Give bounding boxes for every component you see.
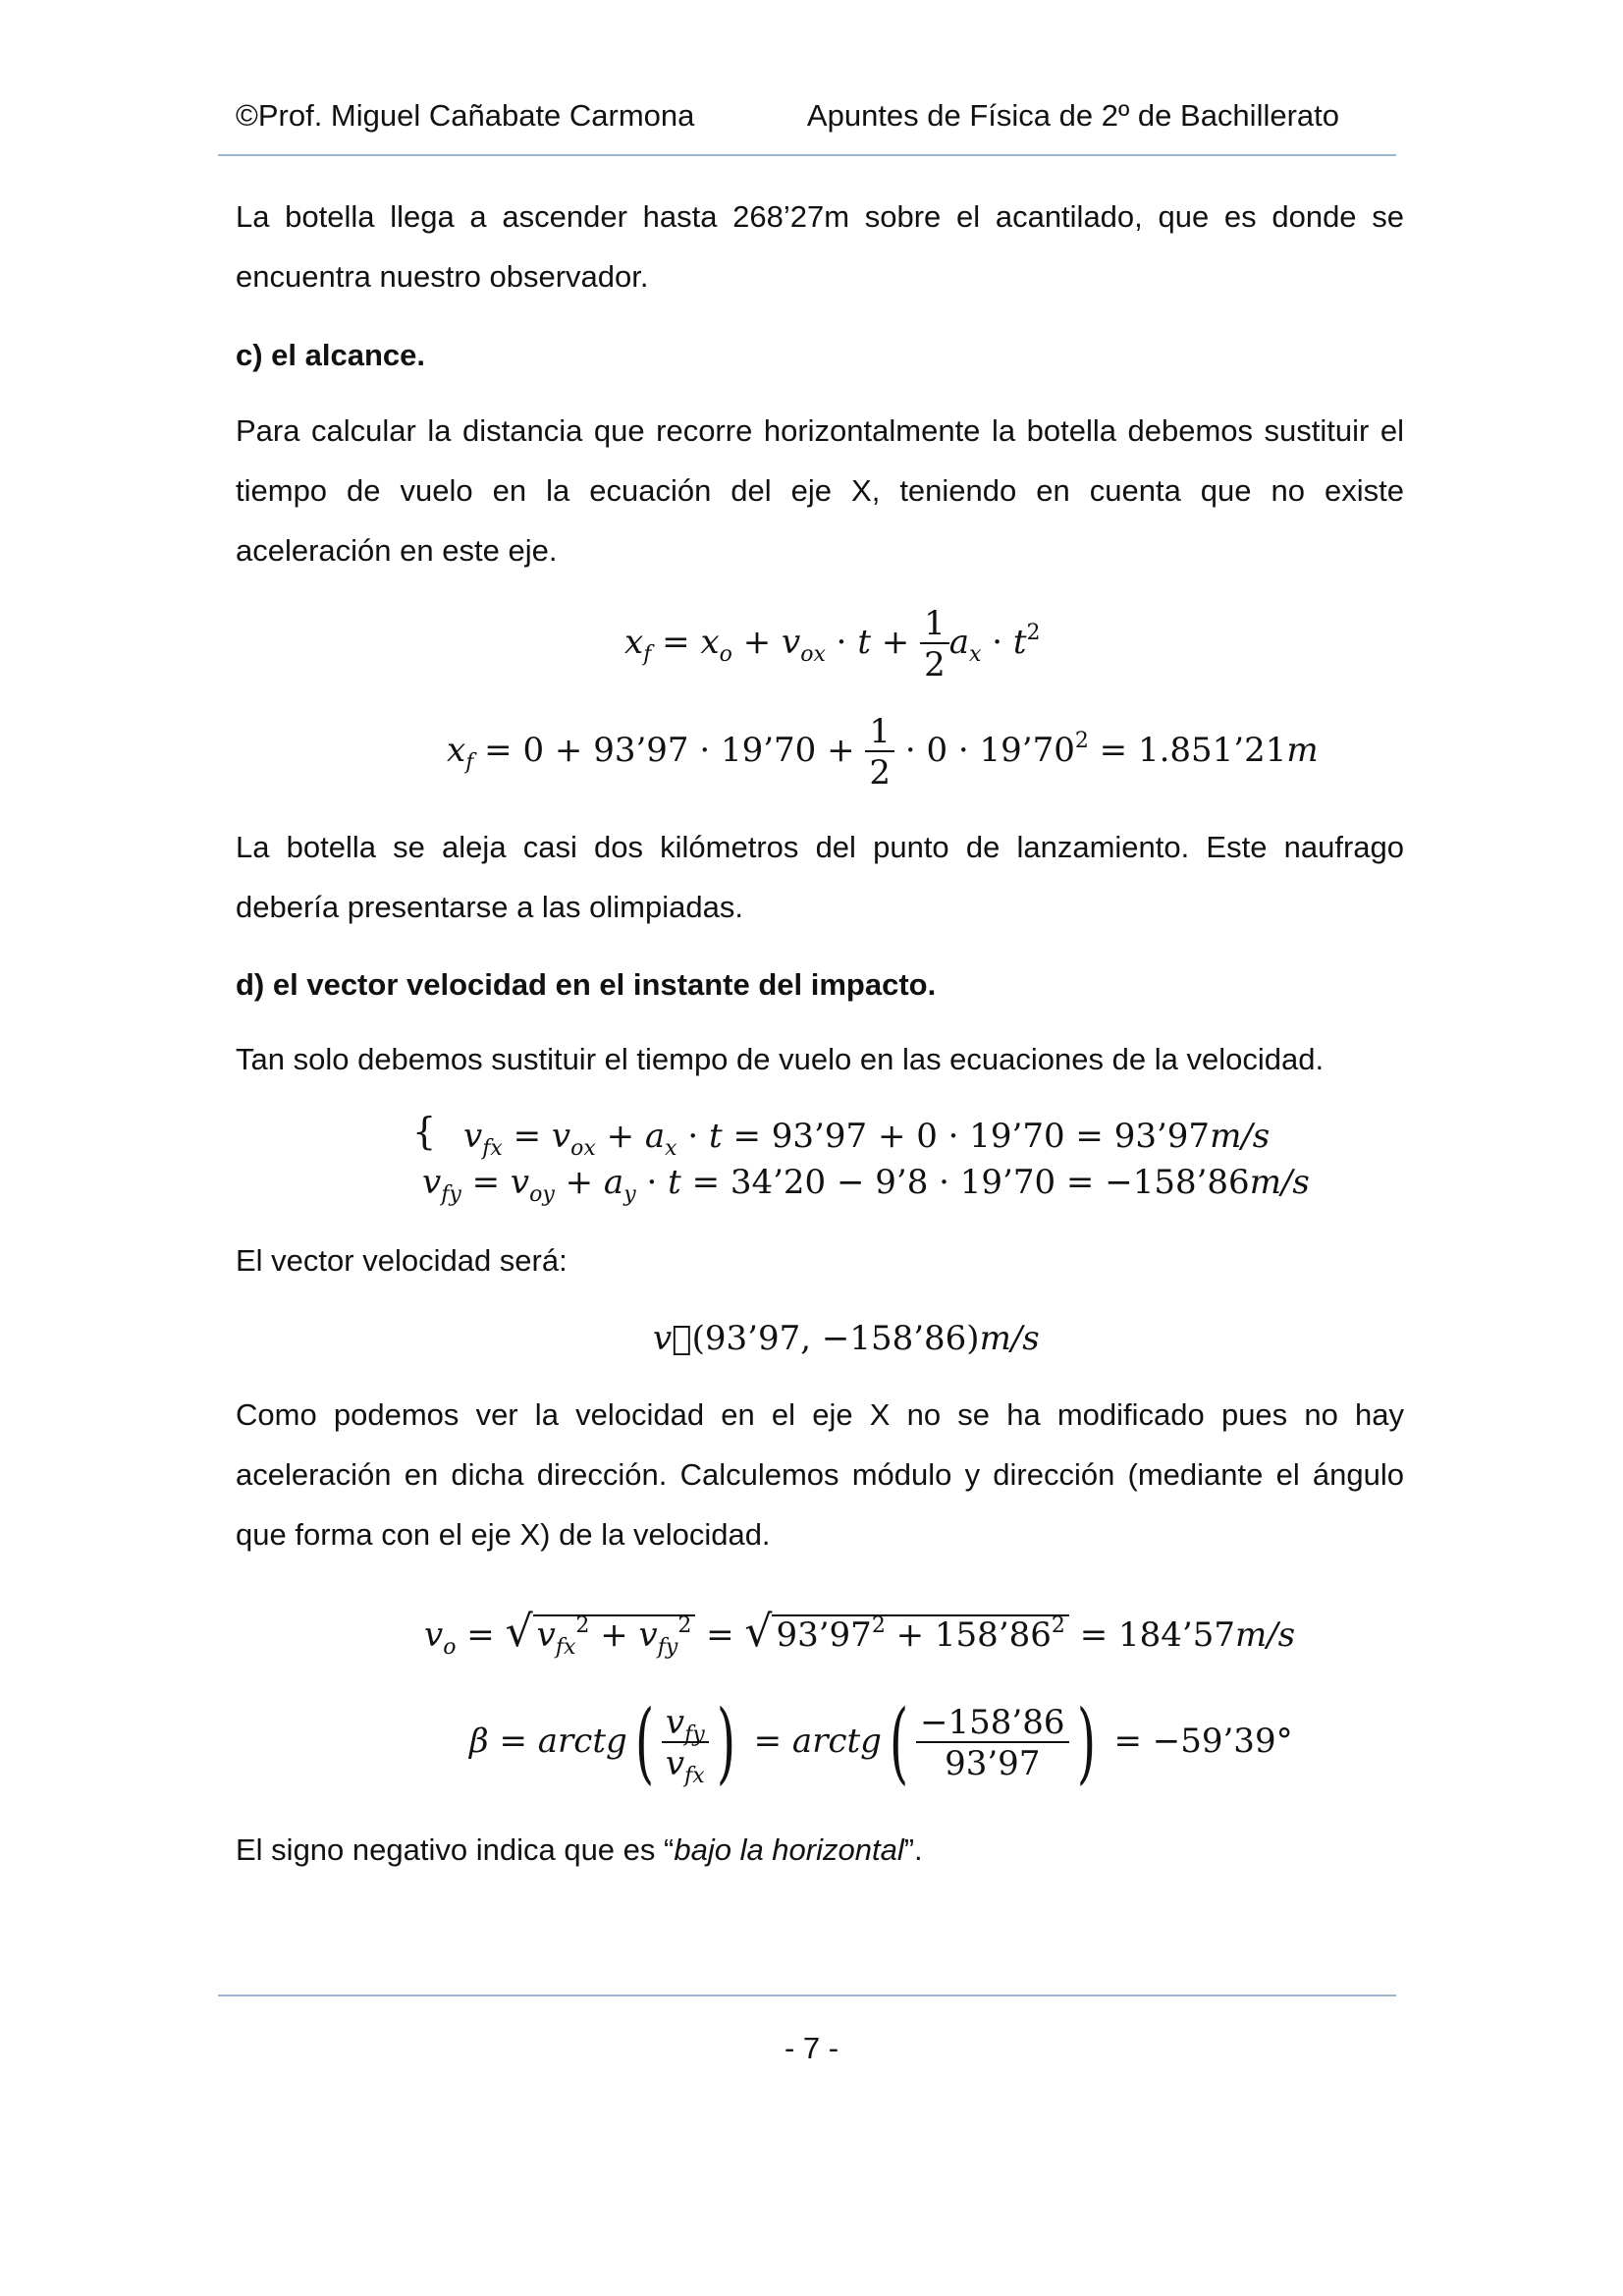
header-course: Apuntes de Física de 2º de Bachillerato — [806, 98, 1339, 133]
sqrt-radicand-numeric: $93’97^2$ + $158’86^2$ — [772, 1614, 1068, 1652]
paragraph-sign-meaning: El signo negativo indica que es “bajo la horizontal”. — [236, 1832, 923, 1867]
equation-position-general: $x_f = x_o + v_{ox} \cdot t$ + $\frac{1}{2}$ $a_x \cdot t^2$ — [624, 604, 1041, 684]
paragraph-vector-label: El vector velocidad será: — [236, 1243, 568, 1278]
equation-velocity-y: $v_{fy} = v_{oy} + a_y \cdot t$ = 34’20 − 9’8 · 19’70 = −158’86m/s — [422, 1163, 1310, 1207]
sqrt-radicand-symbolic: $v_{fx}^2 + v_{fy}^2$ — [533, 1614, 696, 1652]
footer-rule — [218, 1995, 1396, 1996]
fraction-velocity-ratio: $\frac{v_{fy}}{v_{fx}}$ — [662, 1706, 709, 1780]
equation-velocity-x: $v_{fx} = v_{ox} + a_x \cdot t$ = 93’97 + 0 · 19’70 = 93’97m/s — [463, 1117, 1271, 1161]
fraction-one-half-2: $\frac{1}{2}$ — [865, 715, 894, 790]
equation-velocity-angle: β = arctg( $\frac{v_{fy}}{v_{fx}}$ ) = arctg( $\frac{-158’86}{93’97}$ ) = −59’39° — [469, 1691, 1293, 1794]
fraction-one-half: $\frac{1}{2}$ — [920, 607, 949, 682]
equation-position-numeric: $x_f = 0$ + 93’97 · 19’70 + $\frac{1}{2}$ · $0 \cdot 19’70^2$ = 1.851’21m — [447, 712, 1319, 793]
heading-velocity-impact: d) el vector velocidad en el instante del impacto. — [236, 967, 937, 1002]
paragraph-range-comment: La botella se aleja casi dos kilómetros del punto de lanzamiento. Este naufrago debería presentarse a las olimpiadas. — [236, 830, 1404, 924]
paragraph-ascent: La botella llega a ascender hasta 268’27m sobre el acantilado, que es donde se encuentra nuestro observador. — [236, 199, 1404, 294]
page-number: - 7 - — [784, 2031, 839, 2065]
equation-velocity-vector: v⃗(93’97, −158’86)m/s — [653, 1319, 1040, 1358]
fraction-velocity-numeric: $\frac{-158’86}{93’97}$ — [916, 1706, 1068, 1780]
header-rule — [218, 154, 1396, 156]
paragraph-module-direction: Como podemos ver la velocidad en el eje X no se ha modificado pues no hay aceleración en dicha dirección. Calculemos módulo y dirección (mediante el ángulo que forma con el eje X) de la velocidad. — [236, 1397, 1404, 1552]
brace-icon: { — [412, 1110, 437, 1153]
heading-alcance: c) el alcance. — [236, 338, 426, 372]
paragraph-velocity-intro: Tan solo debemos sustituir el tiempo de vuelo en las ecuaciones de la velocidad. — [236, 1042, 1325, 1076]
equation-velocity-modulus: $v_o$ = √ $v_{fx}^2 + v_{fy}^2$ = √ $93’97^2$ + $158’86^2$ = 184’57m/s — [424, 1607, 1296, 1660]
paragraph-range-intro: Para calcular la distancia que recorre horizontalmente la botella debemos sustituir el tiempo de vuelo en la ecuación del eje X, teniendo en cuenta que no existe aceleración en este eje. — [236, 413, 1404, 568]
header-author: ©Prof. Miguel Cañabate Carmona — [236, 98, 695, 133]
